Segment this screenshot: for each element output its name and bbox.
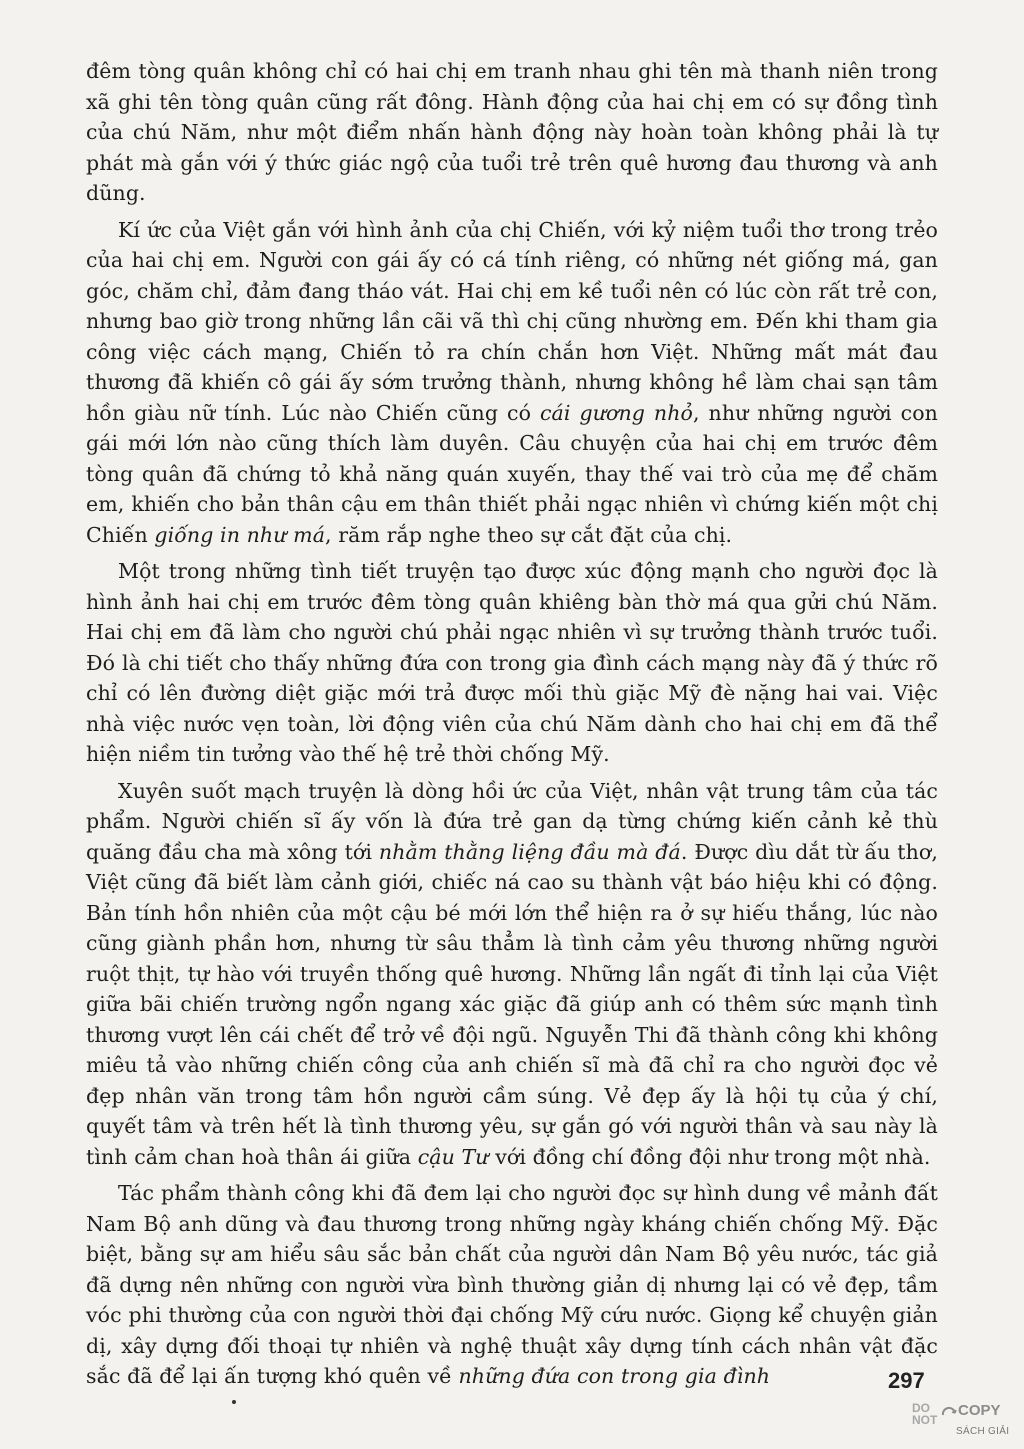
- paragraph: [86, 776, 938, 1173]
- text-run: , răm rắp nghe theo sự cắt đặt của chị.: [325, 522, 733, 547]
- page-number: 297: [888, 1368, 925, 1393]
- watermark-brand: SÁCH GIẢI: [956, 1426, 1010, 1437]
- italic-phrase: giống in như má: [154, 522, 326, 547]
- paragraph: [86, 215, 938, 551]
- text-run: Xuyên suốt mạch truyện là dòng hồi ức của Việt, nhân vật trung tâm của tác phẩm. Người chiến sĩ ấy vốn là đứa trẻ gan dạ từng chứng kiến cảnh kẻ thù quăng đầu cha mà xông tới: [86, 778, 938, 864]
- paragraph: [86, 56, 938, 209]
- text-run: Một trong những tình tiết truyện tạo được xúc động mạnh cho người đọc là hình ảnh hai chị em trước đêm tòng quân khiêng bàn thờ má qua gửi chú Năm. Hai chị em đã làm cho người chú phải ngạc nhiên vì sự trưởng thành trước tuổi. Đó là chi tiết cho thấy những đứa con trong gia đình cách mạng này đã ý thức rõ chỉ có lên đường diệt giặc mới trả được mối thù giặc Mỹ đè nặng hai vai. Việc nhà việc nước vẹn toàn, lời động viên của chú Năm dành cho hai chị em đã thể hiện niềm tin tưởng vào thế hệ trẻ thời chống Mỹ.: [86, 559, 938, 766]
- text-run: với đồng chí đồng đội như trong một nhà.: [488, 1144, 931, 1169]
- text-run: Kí ức của Việt gắn với hình ảnh của chị Chiến, với kỷ niệm tuổi thơ trong trẻo của hai chị em. Người con gái ấy có cá tính riêng, có những nét giống má, gan góc, chăm chỉ, đảm đang tháo vát. Hai chị em kề tuổi nên có lúc còn rất trẻ con, nhưng bao giờ trong những lần cãi vã thì chị cũng nhường em. Đến khi tham gia công việc cách mạng, Chiến tỏ ra chín chắn hơn Việt. Những mất mát đau thương đã khiến cô gái ấy sớm trưởng thành, nhưng không hề làm chai sạn tâm hồn giàu nữ tính. Lúc nào Chiến cũng có: [86, 217, 938, 425]
- text-run: Tác phẩm thành công khi đã đem lại cho người đọc sự hình dung về mảnh đất Nam Bộ anh dũng và đau thương trong những ngày kháng chiến chống Mỹ. Đặc biệt, bằng sự am hiểu sâu sắc bản chất của người dân Nam Bộ yêu nước, tác giả đã dựng nên những con người vừa bình thường giản dị nhưng lại có vẻ đẹp, tầm vóc phi thường của con người thời đại chống Mỹ cứu nước. Giọng kể chuyện giản dị, xây dựng đối thoại tự nhiên và nghệ thuật xây dựng tính cách nhân vật đặc sắc đã để lại ấn tượng khó quên về: [86, 1181, 938, 1388]
- text-run: , như những người con gái mới lớn nào cũng thích làm duyên. Câu chuyện của hai chị em trước đêm tòng quân đã chứng tỏ khả năng quán xuyến, thay thế vai trò của mẹ để chăm em, khiến cho bản thân cậu em thân thiết phải ngạc nhiên vì chứng kiến một chị Chiến: [86, 400, 938, 547]
- italic-phrase: những đứa con trong gia đình: [458, 1364, 771, 1388]
- watermark-donot: DO NOT: [912, 1401, 938, 1427]
- copy-cycle-icon: [940, 1404, 958, 1422]
- scan-speck: [232, 1400, 236, 1404]
- document-body: [86, 56, 938, 1398]
- watermark-logo: [912, 1402, 1012, 1442]
- paragraph: [86, 556, 938, 770]
- text-run: . Được dìu dắt từ ấu thơ, Việt cũng đã biết làm cảnh giới, chiếc ná cao su thành vật báo hiệu khi có động. Bản tính hồn nhiên của một cậu bé mới lớn thể hiện ra ở sự hiếu thắng, lúc nào cũng giành phần hơn, nhưng từ sâu thẳm là tình cảm yêu thương những người ruột thịt, tự hào với truyền thống quê hương. Những lần ngất đi tỉnh lại của Việt giữa bãi chiến trường ngổn ngang xác giặc đã giúp anh có thêm sức mạnh tình thương vượt lên cái chết để trở về đội ngũ. Nguyễn Thi đã thành công khi không miêu tả vào những chiến công của anh chiến sĩ mà đã chỉ ra cho người đọc vẻ đẹp nhân văn trong tâm hồn người cầm súng. Vẻ đẹp ấy là hội tụ của ý chí, quyết tâm và trên hết là tình thương yêu, sự gắn gó với người thân và sau này là tình cảm chan hoà thân ái giữa: [86, 839, 938, 1169]
- text-run: đêm tòng quân không chỉ có hai chị em tranh nhau ghi tên mà thanh niên trong xã ghi tên tòng quân cũng rất đông. Hành động của hai chị em có sự đồng tình của chú Năm, như một điểm nhấn hành động này hoàn toàn không phải là tự phát mà gắn với ý thức giác ngộ của tuổi trẻ trên quê hương đau thương và anh dũng.: [86, 59, 938, 205]
- watermark-copy: COPY: [958, 1402, 1001, 1419]
- italic-phrase: cậu Tư: [417, 1144, 489, 1169]
- italic-phrase: nhằm thằng liệng đầu mà đá: [378, 839, 681, 864]
- paragraph: [86, 1178, 938, 1392]
- italic-phrase: cái gương nhỏ: [539, 400, 693, 425]
